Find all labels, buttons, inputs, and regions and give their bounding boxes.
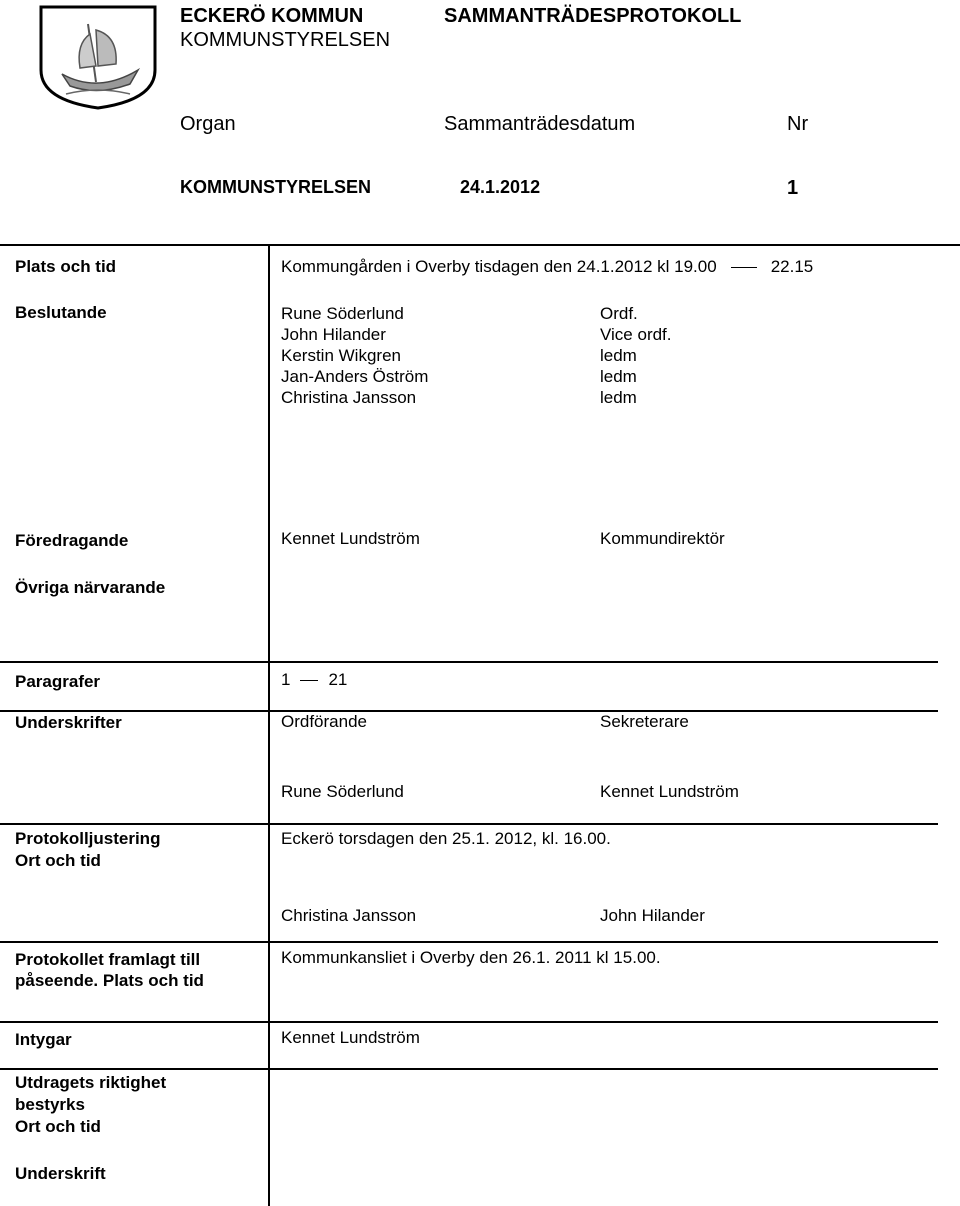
utdrag-label: Utdragets riktighet — [15, 1073, 167, 1092]
foredragande-name: Kennet Lundström — [281, 529, 420, 548]
justering-signer-2: John Hilander — [600, 906, 705, 925]
member-role: Vice ordf. — [600, 325, 672, 344]
chair-name: Rune Söderlund — [281, 782, 404, 801]
beslutande-roles — [600, 303, 672, 408]
chair-title: Ordförande — [281, 712, 367, 731]
utdrag-label-line3: Ort och tid — [15, 1117, 101, 1136]
member-name: Kerstin Wikgren — [281, 346, 401, 365]
label-column-divider — [268, 244, 270, 1206]
secretary-title: Sekreterare — [600, 712, 689, 731]
secretary-name: Kennet Lundström — [600, 782, 739, 801]
divider-after-ovriga — [0, 661, 938, 663]
paragrafer-value — [281, 670, 347, 690]
member-name: John Hilander — [281, 325, 386, 344]
municipality-name: ECKERÖ KOMMUN — [180, 5, 364, 27]
foredragande-label: Föredragande — [15, 531, 129, 550]
utdrag-signature-label: Underskrift — [15, 1164, 106, 1183]
divider-before-underskrifter — [0, 710, 938, 712]
intygar-name: Kennet Lundström — [281, 1028, 420, 1047]
document-type: SAMMANTRÄDESPROTOKOLL — [444, 5, 742, 27]
paragrafer-label: Paragrafer — [15, 672, 101, 691]
divider-before-intygar — [0, 1021, 938, 1023]
member-role: ledm — [600, 346, 637, 365]
justering-value: Eckerö torsdagen den 25.1. 2012, kl. 16.00. — [281, 829, 611, 848]
member-name: Rune Söderlund — [281, 304, 404, 323]
paragraph-range-dash — [300, 680, 318, 682]
plats-label: Plats och tid — [15, 257, 117, 276]
divider-before-utdrag — [0, 1068, 938, 1070]
nr-heading: Nr — [787, 113, 809, 135]
justering-label-line2: Ort och tid — [15, 851, 101, 870]
organ-value: KOMMUNSTYRELSEN — [180, 177, 372, 197]
member-role: ledm — [600, 367, 637, 386]
framlagt-label-line2: påseende. Plats och tid — [15, 971, 204, 990]
nr-value: 1 — [787, 177, 799, 199]
date-value: 24.1.2012 — [460, 177, 541, 197]
plats-value — [281, 257, 813, 277]
time-range-dash — [731, 267, 757, 269]
ovriga-label: Övriga närvarande — [15, 578, 166, 597]
framlagt-value: Kommunkansliet i Overby den 26.1. 2011 kl 15.00. — [281, 948, 661, 967]
date-heading: Sammanträdesdatum — [444, 113, 636, 135]
justering-label: Protokolljustering — [15, 829, 161, 848]
board-name: KOMMUNSTYRELSEN — [180, 29, 391, 51]
divider-before-justering — [0, 823, 938, 825]
intygar-label: Intygar — [15, 1030, 72, 1049]
member-name: Jan-Anders Öström — [281, 367, 429, 386]
plats-value-end: 22.15 — [770, 257, 814, 276]
framlagt-label: Protokollet framlagt till — [15, 950, 201, 969]
beslutande-names — [281, 303, 428, 408]
table-top-border — [0, 244, 960, 246]
municipality-logo — [38, 4, 158, 110]
beslutande-label: Beslutande — [15, 303, 107, 322]
utdrag-label-line2: bestyrks — [15, 1095, 85, 1114]
paragraph-from: 1 — [281, 670, 291, 689]
member-role: Ordf. — [600, 304, 638, 323]
plats-value-start: Kommungården i Overby tisdagen den 24.1.2012 kl 19.00 — [281, 257, 717, 276]
justering-signer-1: Christina Jansson — [281, 906, 417, 925]
foredragande-role: Kommundirektör — [600, 529, 725, 548]
paragraph-to: 21 — [328, 670, 348, 689]
divider-before-framlagt — [0, 941, 938, 943]
member-name: Christina Jansson — [281, 388, 417, 407]
underskrifter-label: Underskrifter — [15, 713, 122, 732]
member-role: ledm — [600, 388, 637, 407]
organ-heading: Organ — [180, 113, 236, 135]
